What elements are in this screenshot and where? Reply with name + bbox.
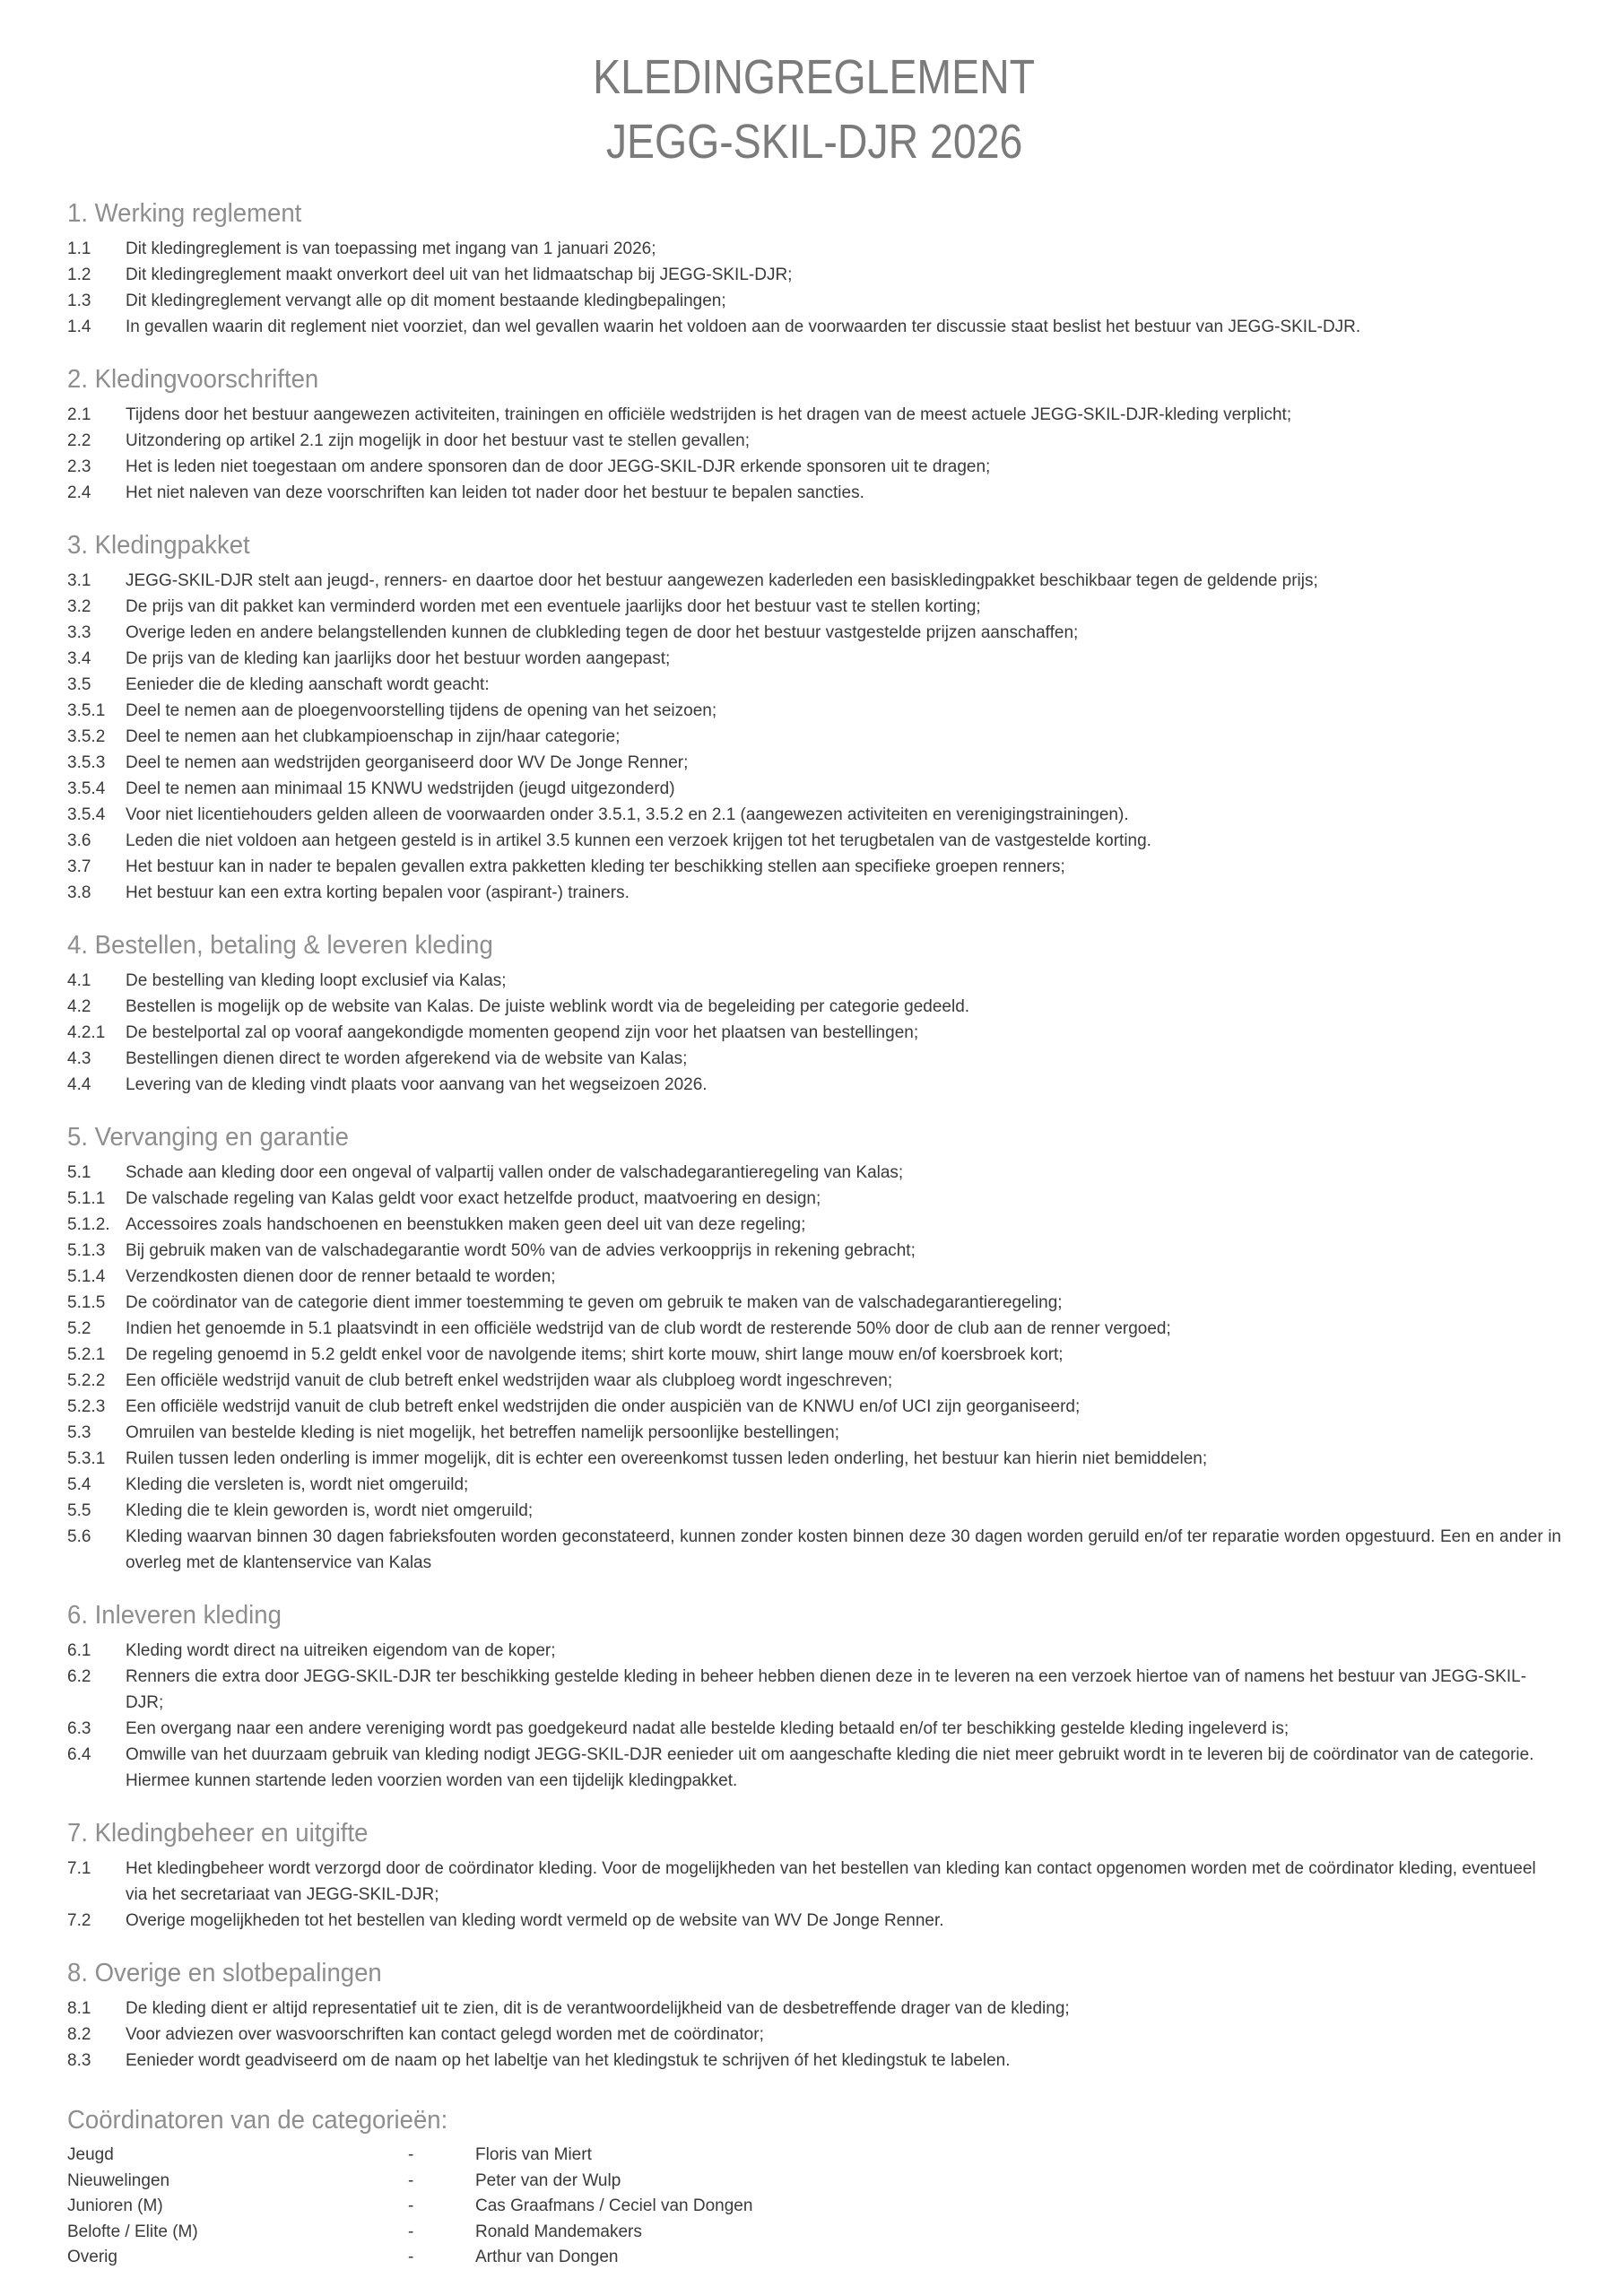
coordinator-separator: -: [408, 2170, 414, 2190]
item-text: Eenieder wordt geadviseerd om de naam op het labeltje van het kledingstuk te schrijven óf het kledingstuk te labelen.: [126, 2051, 1011, 2070]
item-text: Het niet naleven van deze voorschriften kan leiden tot nader door het bestuur te bepalen sancties.: [126, 483, 864, 502]
item-number: 4.2.1: [67, 1023, 106, 1042]
coordinator-category: Junioren (M): [67, 2196, 163, 2215]
coordinator-row: [67, 2220, 1561, 2246]
item-number: 7.2: [67, 1911, 91, 1930]
list-item: [67, 854, 1561, 880]
list-item: [67, 568, 1561, 594]
item-text: Uitzondering op artikel 2.1 zijn mogelijk in door het bestuur vast te stellen gevallen;: [126, 431, 750, 450]
item-number: 1.3: [67, 291, 91, 310]
list-item: [67, 1716, 1561, 1742]
item-text: De regeling genoemd in 5.2 geldt enkel voor de navolgende items; shirt korte mouw, shirt lange mouw en/of koersbroek kort;: [126, 1345, 1064, 1364]
item-text: JEGG-SKIL-DJR stelt aan jeugd-, renners- en daartoe door het bestuur aangewezen kaderleden een basiskledingpakket beschikbaar tegen de geldende prijs;: [126, 571, 1318, 590]
item-number: 5.1.1: [67, 1189, 106, 1208]
item-number: 5.2.2: [67, 1371, 106, 1390]
item-number: 3.4: [67, 649, 91, 668]
item-number: 4.1: [67, 971, 91, 990]
item-text: Kleding die versleten is, wordt niet omgeruild;: [126, 1475, 469, 1494]
item-number: 5.1.5: [67, 1293, 106, 1312]
item-number: 5.1.4: [67, 1267, 106, 1286]
item-text: Deel te nemen aan de ploegenvoorstelling tijdens de opening van het seizoen;: [126, 701, 717, 720]
item-number: 3.5.4: [67, 779, 106, 798]
item-number: 5.2.3: [67, 1397, 106, 1416]
document-title-line1: [67, 45, 1561, 109]
document-title: [67, 45, 1561, 174]
item-text: In gevallen waarin dit reglement niet voorziet, dan wel gevallen waarin het voldoen aan de voorwaarden ter discussie staat beslist het bestuur van JEGG-SKIL-DJR.: [126, 317, 1361, 336]
item-text: Voor adviezen over wasvoorschriften kan contact gelegd worden met de coördinator;: [126, 2025, 764, 2044]
list-item: [67, 1186, 1561, 1212]
item-number: 5.1.2.: [67, 1215, 110, 1234]
document-section: [67, 197, 1561, 340]
list-item: [67, 968, 1561, 994]
list-item: [67, 1020, 1561, 1046]
section-heading: [67, 1121, 1561, 1153]
coordinator-row: [67, 2169, 1561, 2195]
list-item: [67, 828, 1561, 854]
item-text: Voor niet licentiehouders gelden alleen de voorwaarden onder 3.5.1, 3.5.2 en 2.1 (aangewezen activiteiten en verenigingstrainingen).: [126, 805, 1129, 824]
item-number: 5.3.1: [67, 1449, 106, 1468]
item-text: Dit kledingreglement is van toepassing met ingang van 1 januari 2026;: [126, 239, 656, 258]
section-heading: [67, 363, 1561, 396]
list-item: [67, 724, 1561, 750]
list-item: [67, 1046, 1561, 1072]
section-heading-text: 7. Kledingbeheer en uitgifte: [67, 1819, 369, 1848]
list-item: [67, 1238, 1561, 1264]
item-number: 2.4: [67, 483, 91, 502]
section-heading-text: 3. Kledingpakket: [67, 531, 250, 560]
item-text: Deel te nemen aan het clubkampioenschap in zijn/haar categorie;: [126, 727, 621, 746]
item-number: 4.2: [67, 997, 91, 1016]
item-number: 3.6: [67, 831, 91, 850]
item-text: Het bestuur kan een extra korting bepalen voor (aspirant-) trainers.: [126, 883, 630, 902]
coordinator-category: Belofte / Elite (M): [67, 2222, 198, 2241]
coordinator-separator: -: [408, 2196, 414, 2215]
document-section: [67, 529, 1561, 906]
item-number: 3.8: [67, 883, 91, 902]
list-item: [67, 776, 1561, 802]
coordinator-row: [67, 2245, 1561, 2271]
list-item: [67, 1856, 1561, 1908]
list-item: [67, 1316, 1561, 1342]
list-item: [67, 646, 1561, 672]
item-number: 8.1: [67, 1999, 91, 2018]
list-item: [67, 454, 1561, 480]
item-text: Deel te nemen aan wedstrijden georganiseerd door WV De Jonge Renner;: [126, 753, 689, 772]
list-item: [67, 620, 1561, 646]
document-section: [67, 1957, 1561, 2074]
item-text: De coördinator van de categorie dient immer toestemming te geven om gebruik te maken van de valschadegarantieregeling;: [126, 1293, 1063, 1312]
item-text: Overige leden en andere belangstellenden kunnen de clubkleding tegen de door het bestuur vastgestelde prijzen aanschaffen;: [126, 623, 1079, 642]
item-number: 2.1: [67, 405, 91, 424]
list-item: [67, 480, 1561, 506]
list-item: [67, 1498, 1561, 1524]
item-text: De bestelling van kleding loopt exclusief via Kalas;: [126, 971, 507, 990]
item-text: Indien het genoemde in 5.1 plaatsvindt in een officiële wedstrijd van de club wordt de resterende 50% door de club aan de renner vergoed;: [126, 1319, 1171, 1338]
list-item: [67, 1290, 1561, 1316]
sections-container: [67, 197, 1561, 2074]
list-item: [67, 1446, 1561, 1472]
item-number: 5.2: [67, 1319, 91, 1338]
section-heading-text: 5. Vervanging en garantie: [67, 1123, 350, 1152]
coordinator-name: Ronald Mandemakers: [475, 2222, 642, 2241]
section-heading-text: 6. Inleveren kleding: [67, 1601, 282, 1630]
item-text: Overige mogelijkheden tot het bestellen van kleding wordt vermeld op de website van WV De Jonge Renner.: [126, 1911, 944, 1930]
item-text: De valschade regeling van Kalas geldt voor exact hetzelfde product, maatvoering en design;: [126, 1189, 821, 1208]
section-heading: [67, 1957, 1561, 1989]
item-text: Omruilen van bestelde kleding is niet mogelijk, het betreffen namelijk persoonlijke bestellingen;: [126, 1423, 839, 1442]
document-section: [67, 363, 1561, 506]
list-item: [67, 1342, 1561, 1368]
list-item: [67, 1742, 1561, 1794]
item-number: 5.2.1: [67, 1345, 106, 1364]
coordinator-separator: -: [408, 2145, 414, 2164]
item-text: De bestelportal zal op vooraf aangekondigde momenten geopend zijn voor het plaatsen van bestellingen;: [126, 1023, 919, 1042]
section-heading: [67, 1599, 1561, 1631]
item-number: 6.4: [67, 1745, 91, 1764]
coordinator-name: Arthur van Dongen: [475, 2248, 619, 2266]
coordinator-name: Cas Graafmans / Ceciel van Dongen: [475, 2196, 753, 2215]
coordinator-name: Floris van Miert: [475, 2145, 592, 2164]
item-number: 4.3: [67, 1049, 91, 1068]
item-number: 3.3: [67, 623, 91, 642]
document-section: [67, 1599, 1561, 1794]
document-title-line2: [67, 109, 1561, 174]
list-item: [67, 402, 1561, 428]
coordinator-row: [67, 2194, 1561, 2220]
item-text: Ruilen tussen leden onderling is immer mogelijk, dit is echter een overeenkomst tussen leden onderling, het bestuur kan hierin niet bemiddelen;: [126, 1449, 1208, 1468]
document-section: [67, 1817, 1561, 1934]
coordinator-category: Overig: [67, 2248, 117, 2266]
coordinators-heading: [67, 2104, 1561, 2136]
item-text: Een officiële wedstrijd vanuit de club betreft enkel wedstrijden waar als clubploeg wordt ingeschreven;: [126, 1371, 893, 1390]
coordinators-heading-text: Coördinatoren van de categorieën:: [67, 2106, 448, 2135]
item-text: Kleding wordt direct na uitreiken eigendom van de koper;: [126, 1641, 556, 1660]
document-title-line1-text: KLEDINGREGLEMENT: [593, 50, 1036, 104]
list-item: [67, 288, 1561, 314]
section-heading-text: 4. Bestellen, betaling & leveren kleding: [67, 931, 493, 960]
item-number: 3.7: [67, 857, 91, 876]
item-number: 5.3: [67, 1423, 91, 1442]
item-number: 1.2: [67, 265, 91, 284]
coordinators-list: [67, 2143, 1561, 2271]
item-number: 6.2: [67, 1667, 91, 1686]
list-item: [67, 2022, 1561, 2048]
section-heading: [67, 1817, 1561, 1849]
list-item: [67, 750, 1561, 776]
item-text: Een overgang naar een andere vereniging wordt pas goedgekeurd nadat alle bestelde kleding betaald en/of ter beschikking gestelde kleding ingeleverd is;: [126, 1719, 1290, 1738]
coordinator-category: Jeugd: [67, 2145, 114, 2164]
item-text: De kleding dient er altijd representatief uit te zien, dit is de verantwoordelijkheid van de desbetreffende drager van de kleding;: [126, 1999, 1070, 2018]
list-item: [67, 1072, 1561, 1098]
item-text: Omwille van het duurzaam gebruik van kleding nodigt JEGG-SKIL-DJR eenieder uit om aangeschafte kleding die niet meer gebruikt wordt in te leveren bij de coördinator van de categorie. Hiermee kunnen startende leden voorzien worden van een tijdelijk kledingpakket.: [126, 1745, 1534, 1790]
list-item: [67, 1996, 1561, 2022]
item-number: 5.1: [67, 1163, 91, 1182]
item-text: Het bestuur kan in nader te bepalen gevallen extra pakketten kleding ter beschikking stellen aan specifieke groepen renners;: [126, 857, 1065, 876]
item-number: 3.5.1: [67, 701, 106, 720]
section-heading: [67, 197, 1561, 230]
item-number: 5.5: [67, 1501, 91, 1520]
coordinator-separator: -: [408, 2248, 414, 2266]
list-item: [67, 1472, 1561, 1498]
list-item: [67, 672, 1561, 698]
item-text: Dit kledingreglement vervangt alle op dit moment bestaande kledingbepalingen;: [126, 291, 726, 310]
list-item: [67, 314, 1561, 340]
item-number: 2.2: [67, 431, 91, 450]
list-item: [67, 1638, 1561, 1664]
list-item: [67, 802, 1561, 828]
item-text: Tijdens door het bestuur aangewezen activiteiten, trainingen en officiële wedstrijden is het dragen van de meest actuele JEGG-SKIL-DJR-kleding verplicht;: [126, 405, 1292, 424]
item-number: 6.3: [67, 1719, 91, 1738]
section-heading-text: 2. Kledingvoorschriften: [67, 365, 319, 394]
list-item: [67, 698, 1561, 724]
item-text: De prijs van dit pakket kan verminderd worden met een eventuele jaarlijks door het bestuur vast te stellen korting;: [126, 597, 981, 616]
list-item: [67, 1394, 1561, 1420]
item-text: Leden die niet voldoen aan hetgeen gesteld is in artikel 3.5 kunnen een verzoek krijgen tot het terugbetalen van de vastgestelde korting.: [126, 831, 1151, 850]
item-number: 1.1: [67, 239, 91, 258]
list-item: [67, 262, 1561, 288]
item-number: 3.5: [67, 675, 91, 694]
item-number: 8.3: [67, 2051, 91, 2070]
item-number: 8.2: [67, 2025, 91, 2044]
list-item: [67, 1160, 1561, 1186]
section-heading: [67, 929, 1561, 961]
item-text: Het is leden niet toegestaan om andere sponsoren dan de door JEGG-SKIL-DJR erkende sponsoren uit te dragen;: [126, 457, 991, 476]
coordinator-row: [67, 2143, 1561, 2169]
item-number: 3.5.3: [67, 753, 106, 772]
list-item: [67, 880, 1561, 906]
section-heading: [67, 529, 1561, 561]
item-number: 5.1.3: [67, 1241, 106, 1260]
document-section: [67, 1121, 1561, 1576]
item-number: 3.1: [67, 571, 91, 590]
item-text: Het kledingbeheer wordt verzorgd door de coördinator kleding. Voor de mogelijkheden van het bestellen van kleding kan contact opgenomen worden met de coördinator kleding, eventueel via het secretariaat van JEGG-SKIL-DJR;: [126, 1859, 1536, 1904]
list-item: [67, 1524, 1561, 1576]
section-heading-text: 1. Werking reglement: [67, 199, 302, 228]
section-heading-text: 8. Overige en slotbepalingen: [67, 1959, 382, 1987]
list-item: [67, 1212, 1561, 1238]
list-item: [67, 1908, 1561, 1934]
item-number: 7.1: [67, 1859, 91, 1878]
item-number: 1.4: [67, 317, 91, 336]
coordinator-name: Peter van der Wulp: [475, 2170, 621, 2190]
list-item: [67, 1368, 1561, 1394]
item-number: 2.3: [67, 457, 91, 476]
item-number: 5.6: [67, 1527, 91, 1546]
item-number: 3.5.4: [67, 805, 106, 824]
item-number: 6.1: [67, 1641, 91, 1660]
coordinator-category: Nieuwelingen: [67, 2170, 170, 2190]
item-text: Schade aan kleding door een ongeval of valpartij vallen onder de valschadegarantieregeling van Kalas;: [126, 1163, 904, 1182]
list-item: [67, 1420, 1561, 1446]
item-text: Deel te nemen aan minimaal 15 KNWU wedstrijden (jeugd uitgezonderd): [126, 779, 675, 798]
list-item: [67, 1264, 1561, 1290]
item-text: Bestellen is mogelijk op de website van Kalas. De juiste weblink wordt via de begeleiding per categorie gedeeld.: [126, 997, 970, 1016]
item-text: Renners die extra door JEGG-SKIL-DJR ter beschikking gestelde kleding in beheer hebben dienen deze in te leveren na een verzoek hiertoe van of namens het bestuur van JEGG-SKIL-DJR;: [126, 1667, 1527, 1712]
item-text: Een officiële wedstrijd vanuit de club betreft enkel wedstrijden die onder auspiciën van de KNWU en/of UCI zijn georganiseerd;: [126, 1397, 1081, 1416]
list-item: [67, 1664, 1561, 1716]
document-title-line2-text: JEGG-SKIL-DJR 2026: [605, 115, 1023, 169]
item-text: Bij gebruik maken van de valschadegarantie wordt 50% van de advies verkoopprijs in rekening gebracht;: [126, 1241, 916, 1260]
item-number: 3.5.2: [67, 727, 106, 746]
item-text: Bestellingen dienen direct te worden afgerekend via de website van Kalas;: [126, 1049, 688, 1068]
list-item: [67, 2048, 1561, 2074]
list-item: [67, 236, 1561, 262]
item-text: Dit kledingreglement maakt onverkort deel uit van het lidmaatschap bij JEGG-SKIL-DJR;: [126, 265, 793, 284]
item-text: Kleding waarvan binnen 30 dagen fabrieksfouten worden geconstateerd, kunnen zonder kosten binnen deze 30 dagen worden geruild en/of ter reparatie worden opgestuurd. Een en ander in overleg met de klantenservice van Kalas: [126, 1527, 1561, 1572]
coordinator-separator: -: [408, 2222, 414, 2241]
item-text: Verzendkosten dienen door de renner betaald te worden;: [126, 1267, 556, 1286]
list-item: [67, 428, 1561, 454]
list-item: [67, 994, 1561, 1020]
item-text: Accessoires zoals handschoenen en beenstukken maken geen deel uit van deze regeling;: [126, 1215, 806, 1234]
item-text: Eenieder die de kleding aanschaft wordt geacht:: [126, 675, 490, 694]
item-text: Kleding die te klein geworden is, wordt niet omgeruild;: [126, 1501, 534, 1520]
item-number: 4.4: [67, 1075, 91, 1094]
document-section: [67, 929, 1561, 1098]
item-number: 5.4: [67, 1475, 91, 1494]
list-item: [67, 594, 1561, 620]
item-text: De prijs van de kleding kan jaarlijks door het bestuur worden aangepast;: [126, 649, 671, 668]
item-number: 3.2: [67, 597, 91, 616]
item-text: Levering van de kleding vindt plaats voor aanvang van het wegseizoen 2026.: [126, 1075, 708, 1094]
